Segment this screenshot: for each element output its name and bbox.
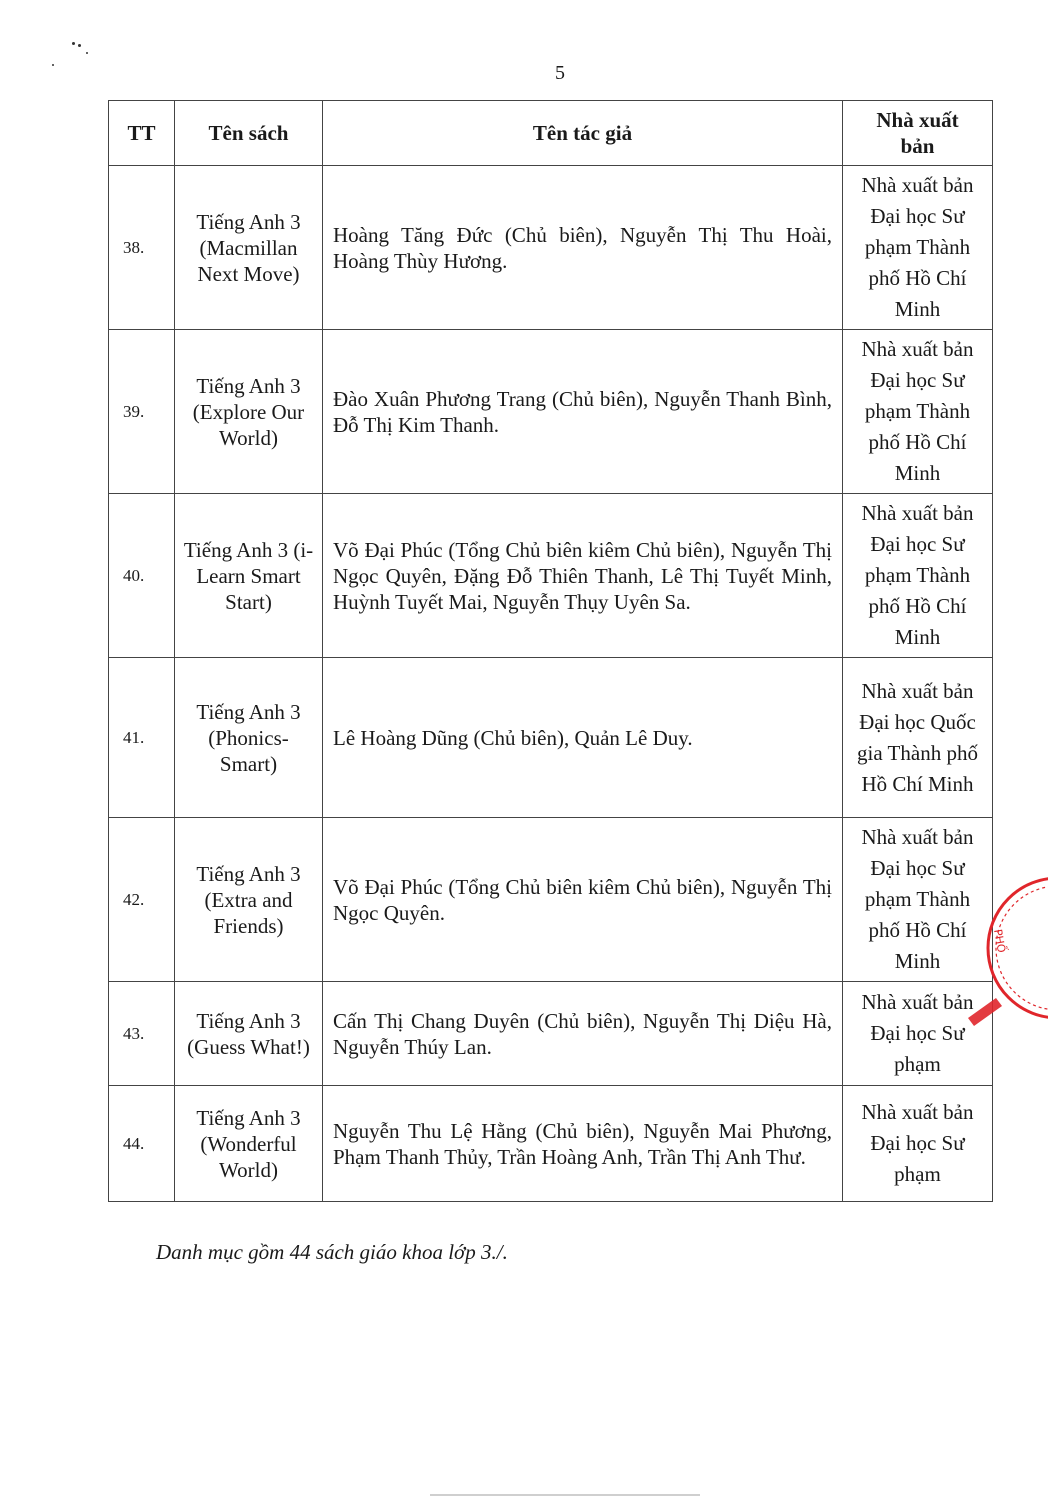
svg-text:PHỐ: PHỐ <box>991 928 1008 954</box>
table-header-row <box>109 101 993 166</box>
authors: Cấn Thị Chang Duyên (Chủ biên), Nguyễn Thị Diệu Hà, Nguyễn Thúy Lan. <box>323 982 843 1086</box>
authors: Lê Hoàng Dũng (Chủ biên), Quản Lê Duy. <box>323 658 843 818</box>
catalog-note: Danh mục gồm 44 sách giáo khoa lớp 3./. <box>156 1240 508 1264</box>
book-title: Tiếng Anh 3 (Wonderful World) <box>175 1086 323 1202</box>
publisher: Nhà xuất bản Đại học Sư phạm <box>843 982 993 1086</box>
book-title: Tiếng Anh 3 (Guess What!) <box>175 982 323 1086</box>
book-title: Tiếng Anh 3 (Extra and Friends) <box>175 818 323 982</box>
header-authors: Tên tác giả <box>323 101 843 166</box>
row-number: 43. <box>109 982 175 1086</box>
publisher: Nhà xuất bản Đại học Sư phạm Thành phố Hồ Chí Minh <box>843 818 993 982</box>
book-title: Tiếng Anh 3 (Phonics-Smart) <box>175 658 323 818</box>
header-publisher <box>843 101 993 166</box>
row-number: 42. <box>109 818 175 982</box>
page-number: 5 <box>555 62 565 84</box>
table-row <box>109 658 993 818</box>
publisher: Nhà xuất bản Đại học Quốc gia Thành phố Hồ Chí Minh <box>843 658 993 818</box>
header-book-title: Tên sách <box>175 101 323 166</box>
authors: Nguyễn Thu Lệ Hằng (Chủ biên), Nguyễn Mai Phương, Phạm Thanh Thủy, Trần Hoàng Anh, Trần Thị Anh Thư. <box>323 1086 843 1202</box>
row-number: 38. <box>109 166 175 330</box>
book-title: Tiếng Anh 3 (Macmillan Next Move) <box>175 166 323 330</box>
table-row <box>109 1086 993 1202</box>
table-row <box>109 330 993 494</box>
bottom-divider <box>430 1494 700 1496</box>
header-tt: TT <box>109 101 175 166</box>
authors: Võ Đại Phúc (Tổng Chủ biên kiêm Chủ biên), Nguyễn Thị Ngọc Quyên, Đặng Đỗ Thiên Thanh, Lê Thị Tuyết Minh, Huỳnh Tuyết Mai, Nguyễn Thụy Uyên Sa. <box>323 494 843 658</box>
table-row <box>109 818 993 982</box>
book-title: Tiếng Anh 3 (Explore Our World) <box>175 330 323 494</box>
textbook-table <box>108 100 993 1202</box>
publisher: Nhà xuất bản Đại học Sư phạm <box>843 1086 993 1202</box>
table-row <box>109 494 993 658</box>
publisher: Nhà xuất bản Đại học Sư phạm Thành phố Hồ Chí Minh <box>843 494 993 658</box>
authors: Đào Xuân Phương Trang (Chủ biên), Nguyễn Thanh Bình, Đỗ Thị Kim Thanh. <box>323 330 843 494</box>
row-number: 41. <box>109 658 175 818</box>
authors: Võ Đại Phúc (Tổng Chủ biên kiêm Chủ biên), Nguyễn Thị Ngọc Quyên. <box>323 818 843 982</box>
red-seal-stamp <box>958 868 1048 1028</box>
publisher: Nhà xuất bản Đại học Sư phạm Thành phố Hồ Chí Minh <box>843 330 993 494</box>
row-number: 44. <box>109 1086 175 1202</box>
header-publisher-label: Nhà xuất bản <box>876 108 959 158</box>
publisher: Nhà xuất bản Đại học Sư phạm Thành phố Hồ Chí Minh <box>843 166 993 330</box>
table-row <box>109 166 993 330</box>
row-number: 40. <box>109 494 175 658</box>
authors: Hoàng Tăng Đức (Chủ biên), Nguyễn Thị Thu Hoài, Hoàng Thùy Hương. <box>323 166 843 330</box>
row-number: 39. <box>109 330 175 494</box>
table-row <box>109 982 993 1086</box>
book-title: Tiếng Anh 3 (i-Learn Smart Start) <box>175 494 323 658</box>
